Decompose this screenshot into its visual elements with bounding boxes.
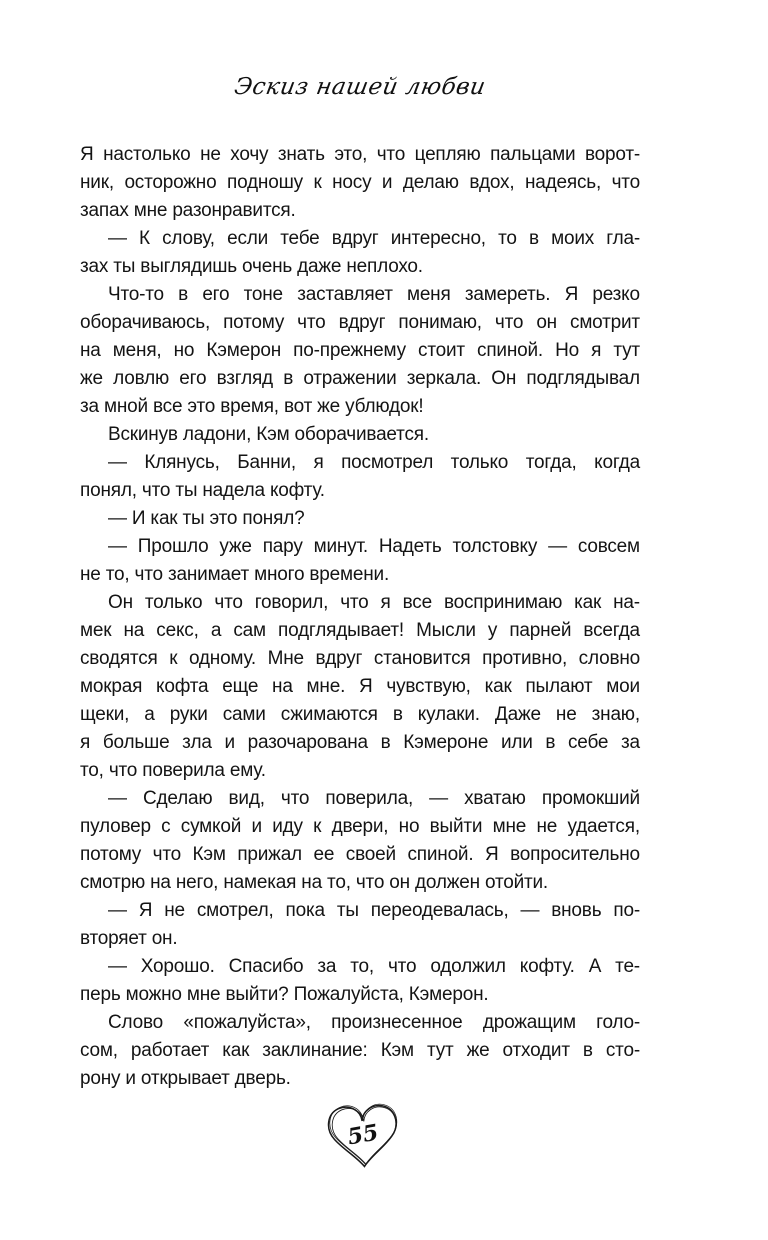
text-line: зах ты выглядишь очень даже неплохо. (80, 256, 423, 277)
text-line: Я настолько не хочу знать это, что цепляю пальцами ворот- (80, 144, 640, 165)
text-line: ник, осторожно подношу к носу и делаю вдох, надеясь, что (80, 172, 640, 193)
text-line: понял, что ты надела кофту. (80, 480, 325, 501)
page-number: 55 (345, 1119, 381, 1151)
text-line: на меня, но Кэмерон по-прежнему стоит спиной. Но я тут (80, 340, 640, 361)
page-footer (321, 1100, 405, 1176)
text-line: мокрая кофта еще на мне. Я чувствую, как пылают мои (80, 676, 640, 697)
text-line: сом, работает как заклинание: Кэм тут же отходит в сто- (80, 1040, 640, 1061)
text-line: же ловлю его взгляд в отражении зеркала. Он подглядывал (80, 368, 640, 389)
text-line: — Прошло уже пару минут. Надеть толстовку — совсем (108, 536, 640, 557)
text-line: — Хорошо. Спасибо за то, что одолжил кофту. А те- (108, 956, 640, 977)
text-line: перь можно мне выйти? Пожалуйста, Кэмерон. (80, 984, 489, 1005)
text-line: не то, что занимает много времени. (80, 564, 390, 585)
text-line: — К слову, если тебе вдруг интересно, то в моих гла- (108, 228, 640, 249)
text-line: Что-то в его тоне заставляет меня замереть. Я резко (108, 284, 640, 305)
text-line: вторяет он. (80, 928, 178, 949)
text-line: — Я не смотрел, пока ты переодевалась, — вновь по- (108, 900, 640, 921)
text-line: сводятся к одному. Мне вдруг становится противно, словно (80, 648, 640, 669)
text-line: то, что поверила ему. (80, 760, 266, 781)
text-line: потому что Кэм прижал ее своей спиной. Я вопросительно (80, 844, 640, 865)
text-line: я больше зла и разочарована в Кэмероне или в себе за (80, 732, 640, 753)
chapter-title: Эскиз нашей любви (232, 74, 488, 100)
text-line: Слово «пожалуйста», произнесенное дрожащим голо- (108, 1012, 640, 1033)
body-text (80, 141, 640, 1093)
text-line: мек на секс, а сам подглядывает! Мысли у парней всегда (80, 620, 640, 641)
text-line: — Клянусь, Банни, я посмотрел только тогда, когда (108, 452, 640, 473)
text-line: смотрю на него, намекая на то, что он должен отойти. (80, 872, 549, 893)
text-line: пуловер с сумкой и иду к двери, но выйти мне не удается, (80, 816, 640, 837)
text-line: Он только что говорил, что я все воспринимаю как на- (108, 592, 640, 613)
text-line: щеки, а руки сами сжимаются в кулаки. Даже не знаю, (80, 704, 640, 725)
text-line: запах мне разонравится. (80, 200, 296, 221)
text-line: Вскинув ладони, Кэм оборачивается. (108, 424, 429, 445)
text-line: оборачиваюсь, потому что вдруг понимаю, что он смотрит (80, 312, 640, 333)
text-line: — Сделаю вид, что поверила, — хватаю промокший (108, 788, 640, 809)
text-line: — И как ты это понял? (108, 508, 305, 529)
text-line: за мной все это время, вот же ублюдок! (80, 396, 424, 417)
text-line: рону и открывает дверь. (80, 1068, 291, 1089)
